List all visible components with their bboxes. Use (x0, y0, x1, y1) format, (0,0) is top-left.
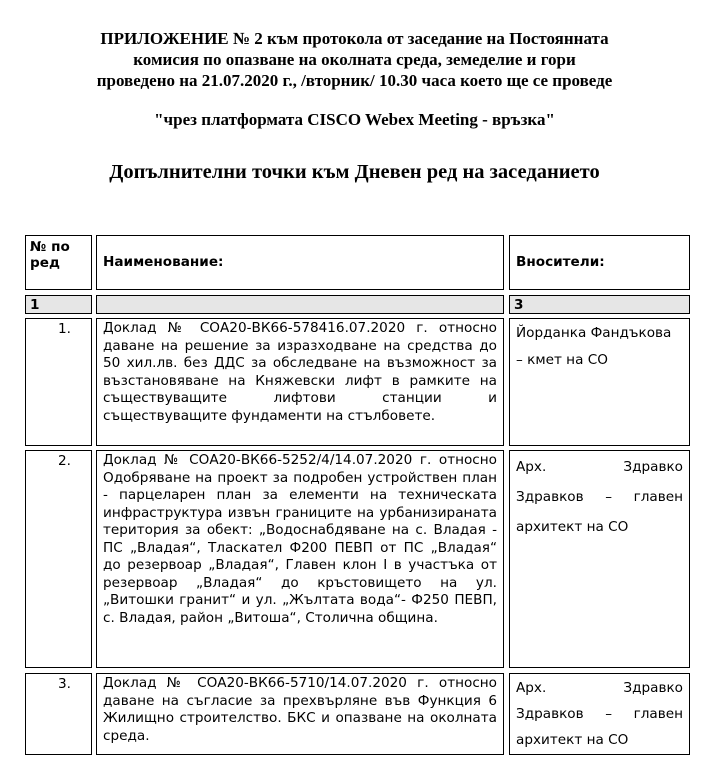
row-3-description: Доклад № СОА20-ВК66-5710/14.07.2020 г. относно даване на съгласие за прехвърляне във Функция 6 Жилищно строителство. БКС и опазване на околната среда. (96, 673, 504, 755)
row-3-author-line-1: Арх. Здравко (516, 680, 683, 696)
heading-line-3: проведено на 21.07.2020 г., /вторник/ 10.30 часа което ще се проведе (96, 71, 613, 90)
column-number-3: 3 (509, 295, 690, 314)
row-2-number: 2. (25, 450, 92, 668)
row-2-description: Доклад № СОА20-ВК66-5252/4/14.07.2020 г. относно Одобряване на проект за подробен устройствен план - парцеларен план за елементи на техническата инфраструктура извън границите на урбанизираната територия за обект: „Водоснабдяване на с. Владая - ПС „Владая“, Тласкател Ф200 ПЕВП от ПС „Владая“ до резервоар „Владая“, Главен клон I в участъка от резервоар „Владая“ до кръстовището на ул. „Витошки гранит“ и ул. „Жълтата вода“- Ф250 ПЕВП, с. Владая, район „Витоша“, Столична община. (96, 450, 504, 668)
row-3-authors (509, 673, 690, 755)
row-1-authors (509, 318, 690, 446)
row-2-author-line-2: Здравков – главен (516, 489, 683, 505)
heading-line-1: ПРИЛОЖЕНИЕ № 2 към протокола от заседание на Постоянната (100, 29, 609, 48)
row-3-number: 3. (25, 673, 92, 755)
row-2-author-line-1: Арх. Здравко (516, 459, 683, 475)
row-1-description: Доклад № СОА20-ВК66-578416.07.2020 г. относно даване на решение за изразходване на средства до 50 хил.лв. без ДДС за обследване на възможност за възстановяване на Княжевски лифт в рамките на съществуващите лифтови станции и съществуващите фундаменти на стълбовете. (96, 318, 504, 446)
column-header-title: Наименование: (96, 235, 504, 290)
row-2-author-line-3: архитект на СО (516, 519, 629, 535)
row-3-author-line-3: архитект на СО (516, 732, 629, 748)
document-heading (0, 28, 709, 91)
agenda-title: Допълнителни точки към Дневен ред на заседанието (109, 161, 600, 183)
column-header-number: № по ред (25, 235, 92, 290)
heading-line-2: комисия по опазване на околната среда, земеделие и гори (133, 50, 576, 69)
column-header-authors: Вносители: (509, 235, 690, 290)
row-1-author-line-2: – кмет на СО (516, 352, 608, 368)
column-number-1: 1 (25, 295, 92, 314)
row-1-author-line-1: Йорданка Фандъкова (516, 325, 672, 341)
row-1-number: 1. (25, 318, 92, 446)
row-3-author-line-2: Здравков – главен (516, 706, 683, 722)
column-number-2 (96, 295, 504, 314)
platform-line: "чрез платформата CISCO Webex Meeting - връзка" (154, 110, 555, 129)
row-2-authors (509, 450, 690, 668)
